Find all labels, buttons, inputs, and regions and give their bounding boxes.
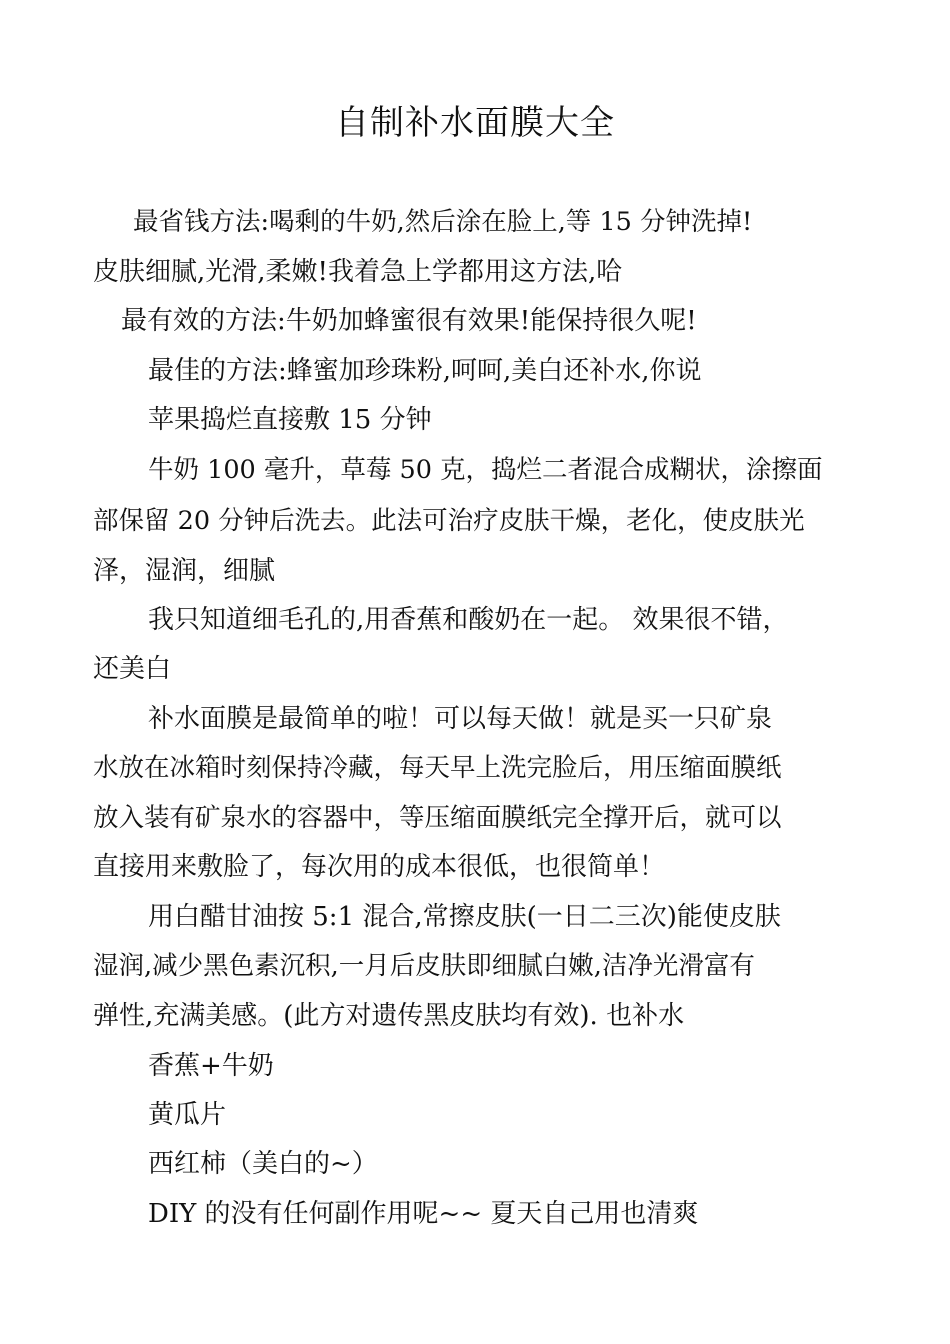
text-line: 皮肤细腻,光滑,柔嫩!我着急上学都用这方法,哈 xyxy=(93,257,623,287)
text-line: 西红柿（美白的~） xyxy=(148,1149,378,1179)
text-line: 弹性,充满美感。(此方对遗传黑皮肤均有效). 也补水 xyxy=(93,1001,685,1031)
text-line: 湿润,减少黑色素沉积,一月后皮肤即细腻白嫩,洁净光滑富有 xyxy=(93,951,755,981)
document-title: 自制补水面膜大全 xyxy=(335,103,615,143)
text-line: 直接用来敷脸了，每次用的成本很低，也很简单！ xyxy=(93,852,666,882)
text-line: 用白醋甘油按 5:1 混合,常擦皮肤(一日二三次)能使皮肤 xyxy=(148,902,781,932)
text-line: 部保留 20 分钟后洗去。此法可治疗皮肤干燥，老化，使皮肤光 xyxy=(93,506,805,536)
text-line: 泽，湿润，细腻 xyxy=(93,556,276,586)
text-line: 苹果捣烂直接敷 15 分钟 xyxy=(148,405,432,435)
text-line: 我只知道细毛孔的,用香蕉和酸奶在一起。 效果很不错， xyxy=(148,605,789,635)
text-line: 放入装有矿泉水的容器中，等压缩面膜纸完全撑开后，就可以 xyxy=(93,803,782,833)
text-line: 牛奶 100 毫升，草莓 50 克，捣烂二者混合成糊状，涂擦面 xyxy=(148,455,823,485)
text-line: 最佳的方法:蜂蜜加珍珠粉,呵呵,美白还补水,你说 xyxy=(148,356,702,386)
text-line: 水放在冰箱时刻保持冷藏，每天早上洗完脸后，用压缩面膜纸 xyxy=(93,753,782,783)
text-line: 补水面膜是最简单的啦！可以每天做！就是买一只矿泉 xyxy=(148,704,773,734)
text-line: 最省钱方法:喝剩的牛奶,然后涂在脸上,等 15 分钟洗掉! xyxy=(133,207,753,237)
text-line: 还美白 xyxy=(93,654,172,684)
text-line: 最有效的方法:牛奶加蜂蜜很有效果!能保持很久呢! xyxy=(121,306,697,336)
text-line: DIY 的没有任何副作用呢~~ 夏天自己用也清爽 xyxy=(148,1199,699,1229)
text-line: 黄瓜片 xyxy=(148,1100,227,1130)
text-line: 香蕉+牛奶 xyxy=(148,1051,274,1081)
